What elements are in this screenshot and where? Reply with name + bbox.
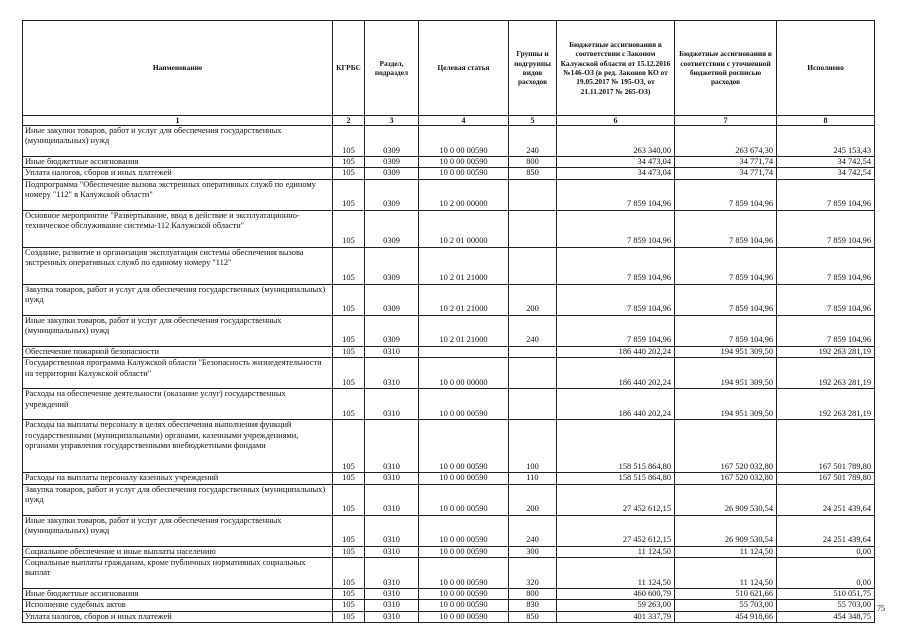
row-section: 0310 [365, 420, 419, 473]
row-group: 200 [509, 284, 557, 315]
row-kgrbs: 105 [333, 284, 365, 315]
table-row [23, 600, 875, 611]
row-name: Иные закупки товаров, работ и услуг для обеспечения государственных (муниципальных) нужд [23, 126, 333, 157]
row-plan: 34 473,04 [557, 157, 675, 168]
header-section: Раздел, подраздел [365, 21, 419, 116]
row-article: 10 2 00 00000 [419, 179, 509, 210]
row-name: Уплата налогов, сборов и иных платежей [23, 611, 333, 622]
row-name: Социальные выплаты гражданам, кроме публичных нормативных социальных выплат [23, 558, 333, 589]
row-article [419, 346, 509, 357]
table-row [23, 168, 875, 179]
row-name: Расходы на выплаты персоналу казенных учреждений [23, 473, 333, 484]
header-plan: Бюджетные ассигнования в соответствии с Законом Калужской области от 15.12.2016 №146-ОЗ (в ред. Законов КО от 19.05.2017 № 195-ОЗ, от 21.11.2017 № 265-ОЗ) [557, 21, 675, 116]
row-plan: 27 452 612,15 [557, 515, 675, 546]
row-section: 0309 [365, 284, 419, 315]
row-group: 850 [509, 611, 557, 622]
row-section: 0310 [365, 558, 419, 589]
row-refined: 194 951 309,50 [675, 358, 777, 389]
table-row [23, 210, 875, 247]
row-kgrbs: 105 [333, 346, 365, 357]
row-kgrbs: 105 [333, 600, 365, 611]
row-refined: 454 918,66 [675, 611, 777, 622]
row-name: Уплата налогов, сборов и иных платежей [23, 168, 333, 179]
row-article: 10 0 00 00590 [419, 473, 509, 484]
row-refined: 7 859 104,96 [675, 284, 777, 315]
table-row [23, 126, 875, 157]
row-article: 10 0 00 00590 [419, 168, 509, 179]
row-done: 34 742,54 [777, 168, 875, 179]
row-group: 240 [509, 126, 557, 157]
table-row [23, 247, 875, 284]
row-section: 0310 [365, 611, 419, 622]
table-row [23, 420, 875, 473]
table-row [23, 157, 875, 168]
column-number: 1 [23, 116, 333, 126]
table-row [23, 179, 875, 210]
row-kgrbs: 105 [333, 210, 365, 247]
row-kgrbs: 105 [333, 420, 365, 473]
column-number: 5 [509, 116, 557, 126]
header-name: Наименование [23, 21, 333, 116]
row-group: 200 [509, 484, 557, 515]
row-plan: 186 440 202,24 [557, 358, 675, 389]
row-section: 0309 [365, 179, 419, 210]
row-section: 0309 [365, 315, 419, 346]
table-row [23, 558, 875, 589]
row-done: 192 263 281,19 [777, 346, 875, 357]
row-group: 320 [509, 558, 557, 589]
table-row [23, 358, 875, 389]
row-done: 7 859 104,96 [777, 284, 875, 315]
budget-table [22, 20, 875, 623]
row-group [509, 346, 557, 357]
table-row [23, 389, 875, 420]
table-row [23, 284, 875, 315]
row-plan: 401 337,79 [557, 611, 675, 622]
row-done: 55 703,00 [777, 600, 875, 611]
row-section: 0310 [365, 600, 419, 611]
header-refined: Бюджетные ассигнования в соответствии с уточненной бюджетной росписью расходов [675, 21, 777, 116]
row-article: 10 0 00 00590 [419, 484, 509, 515]
row-done: 34 742,54 [777, 157, 875, 168]
row-section: 0310 [365, 358, 419, 389]
row-kgrbs: 105 [333, 611, 365, 622]
row-section: 0310 [365, 484, 419, 515]
row-group: 850 [509, 168, 557, 179]
row-section: 0310 [365, 515, 419, 546]
row-plan: 186 440 202,24 [557, 389, 675, 420]
row-plan: 263 340,00 [557, 126, 675, 157]
row-article: 10 0 00 00590 [419, 420, 509, 473]
row-kgrbs: 105 [333, 168, 365, 179]
row-section: 0310 [365, 589, 419, 600]
row-name: Социальное обеспечение и иные выплаты населению [23, 546, 333, 557]
row-refined: 7 859 104,96 [675, 179, 777, 210]
row-done: 7 859 104,96 [777, 247, 875, 284]
row-section: 0309 [365, 168, 419, 179]
row-refined: 7 859 104,96 [675, 210, 777, 247]
header-done: Исполнено [777, 21, 875, 116]
row-group: 100 [509, 420, 557, 473]
row-done: 510 051,75 [777, 589, 875, 600]
row-section: 0309 [365, 210, 419, 247]
row-plan: 59 263,00 [557, 600, 675, 611]
row-group: 240 [509, 515, 557, 546]
row-article: 10 0 00 00000 [419, 358, 509, 389]
header-article: Целевая статья [419, 21, 509, 116]
row-name: Расходы на выплаты персоналу в целях обеспечения выполнения функций государственными (муниципальными) органами, казенными учреждениями, органами управления государственными внебюджетными фондами [23, 420, 333, 473]
row-group [509, 247, 557, 284]
row-plan: 158 515 864,80 [557, 473, 675, 484]
row-done: 192 263 281,19 [777, 389, 875, 420]
row-section: 0310 [365, 546, 419, 557]
row-name: Государственная программа Калужской области "Безопасность жизнедеятельности на территории Калужской области" [23, 358, 333, 389]
row-plan: 158 515 864,80 [557, 420, 675, 473]
row-done: 454 348,75 [777, 611, 875, 622]
row-article: 10 2 01 00000 [419, 210, 509, 247]
row-done: 7 859 104,96 [777, 210, 875, 247]
row-plan: 11 124,50 [557, 558, 675, 589]
row-kgrbs: 105 [333, 473, 365, 484]
row-section: 0309 [365, 126, 419, 157]
row-name: Обеспечение пожарной безопасности [23, 346, 333, 357]
row-plan: 7 859 104,96 [557, 315, 675, 346]
row-group: 240 [509, 315, 557, 346]
row-article: 10 2 01 21000 [419, 315, 509, 346]
row-group [509, 358, 557, 389]
row-refined: 34 771,74 [675, 157, 777, 168]
row-kgrbs: 105 [333, 389, 365, 420]
row-kgrbs: 105 [333, 358, 365, 389]
row-name: Иные закупки товаров, работ и услуг для обеспечения государственных (муниципальных) нужд [23, 315, 333, 346]
row-plan: 34 473,04 [557, 168, 675, 179]
row-section: 0309 [365, 247, 419, 284]
table-row [23, 315, 875, 346]
row-article: 10 0 00 00590 [419, 515, 509, 546]
row-done: 167 501 789,80 [777, 473, 875, 484]
row-refined: 194 951 309,50 [675, 389, 777, 420]
row-name: Создание, развитие и организация эксплуатации системы обеспечения вызова экстренных оперативных служб по единому номеру "112" [23, 247, 333, 284]
row-name: Иные бюджетные ассигнования [23, 589, 333, 600]
row-kgrbs: 105 [333, 515, 365, 546]
row-article: 10 0 00 00590 [419, 589, 509, 600]
row-refined: 55 703,00 [675, 600, 777, 611]
row-done: 167 501 789,80 [777, 420, 875, 473]
budget-table-sheet [22, 20, 874, 623]
row-name: Основное мероприятие "Развертывание, ввод в действие и эксплуатационно-техническое обслуживание системы-112 Калужской области" [23, 210, 333, 247]
row-kgrbs: 105 [333, 179, 365, 210]
row-refined: 167 520 032,80 [675, 473, 777, 484]
row-done: 7 859 104,96 [777, 179, 875, 210]
table-row [23, 484, 875, 515]
row-kgrbs: 105 [333, 247, 365, 284]
column-number: 8 [777, 116, 875, 126]
row-article: 10 2 01 21000 [419, 284, 509, 315]
row-kgrbs: 105 [333, 126, 365, 157]
row-refined: 510 621,66 [675, 589, 777, 600]
row-refined: 167 520 032,80 [675, 420, 777, 473]
row-plan: 7 859 104,96 [557, 210, 675, 247]
row-name: Иные бюджетные ассигнования [23, 157, 333, 168]
column-number: 6 [557, 116, 675, 126]
row-refined: 7 859 104,96 [675, 315, 777, 346]
row-kgrbs: 105 [333, 315, 365, 346]
column-number: 3 [365, 116, 419, 126]
row-kgrbs: 105 [333, 546, 365, 557]
column-number: 2 [333, 116, 365, 126]
header-kgrbs: КГРБС [333, 21, 365, 116]
row-done: 24 251 439,64 [777, 484, 875, 515]
header-group: Группы и подгруппы видов расходов [509, 21, 557, 116]
row-done: 0,00 [777, 558, 875, 589]
row-done: 192 263 281,19 [777, 358, 875, 389]
row-group: 800 [509, 589, 557, 600]
row-kgrbs: 105 [333, 484, 365, 515]
row-group: 110 [509, 473, 557, 484]
row-plan: 7 859 104,96 [557, 284, 675, 315]
row-article: 10 0 00 00590 [419, 126, 509, 157]
row-section: 0309 [365, 157, 419, 168]
row-group: 830 [509, 600, 557, 611]
row-name: Подпрограмма "Обеспечение вызова экстренных оперативных служб по единому номеру "112" в Калужской области" [23, 179, 333, 210]
row-kgrbs: 105 [333, 558, 365, 589]
row-plan: 460 600,79 [557, 589, 675, 600]
row-plan: 7 859 104,96 [557, 247, 675, 284]
row-done: 24 251 439,64 [777, 515, 875, 546]
row-section: 0310 [365, 346, 419, 357]
row-article: 10 0 00 00590 [419, 558, 509, 589]
row-refined: 34 771,74 [675, 168, 777, 179]
row-name: Исполнение судебных актов [23, 600, 333, 611]
page-number: 75 [877, 604, 885, 613]
table-row [23, 589, 875, 600]
row-refined: 194 951 309,50 [675, 346, 777, 357]
row-section: 0310 [365, 389, 419, 420]
table-row [23, 473, 875, 484]
row-name: Иные закупки товаров, работ и услуг для обеспечения государственных (муниципальных) нужд [23, 515, 333, 546]
row-group: 300 [509, 546, 557, 557]
row-refined: 263 674,30 [675, 126, 777, 157]
row-kgrbs: 105 [333, 589, 365, 600]
column-number-row [23, 116, 875, 126]
row-kgrbs: 105 [333, 157, 365, 168]
row-group [509, 210, 557, 247]
row-plan: 27 452 612,15 [557, 484, 675, 515]
row-article: 10 0 00 00590 [419, 157, 509, 168]
header-row [23, 21, 875, 116]
row-article: 10 0 00 00590 [419, 389, 509, 420]
row-article: 10 2 01 21000 [419, 247, 509, 284]
row-plan: 11 124,50 [557, 546, 675, 557]
row-article: 10 0 00 00590 [419, 600, 509, 611]
row-done: 7 859 104,96 [777, 315, 875, 346]
row-refined: 26 909 530,54 [675, 484, 777, 515]
row-refined: 26 909 530,54 [675, 515, 777, 546]
row-group [509, 389, 557, 420]
row-refined: 7 859 104,96 [675, 247, 777, 284]
row-article: 10 0 00 00590 [419, 611, 509, 622]
row-name: Закупка товаров, работ и услуг для обеспечения государственных (муниципальных) нужд [23, 284, 333, 315]
row-group [509, 179, 557, 210]
row-name: Закупка товаров, работ и услуг для обеспечения государственных (муниципальных) нужд [23, 484, 333, 515]
row-article: 10 0 00 00590 [419, 546, 509, 557]
row-done: 0,00 [777, 546, 875, 557]
column-number: 4 [419, 116, 509, 126]
row-name: Расходы на обеспечение деятельности (оказание услуг) государственных учреждений [23, 389, 333, 420]
row-section: 0310 [365, 473, 419, 484]
table-row [23, 546, 875, 557]
row-plan: 7 859 104,96 [557, 179, 675, 210]
row-refined: 11 124,50 [675, 546, 777, 557]
row-refined: 11 124,50 [675, 558, 777, 589]
table-row [23, 611, 875, 622]
row-done: 245 153,43 [777, 126, 875, 157]
table-row [23, 346, 875, 357]
table-row [23, 515, 875, 546]
column-number: 7 [675, 116, 777, 126]
row-group: 800 [509, 157, 557, 168]
row-plan: 186 440 202,24 [557, 346, 675, 357]
